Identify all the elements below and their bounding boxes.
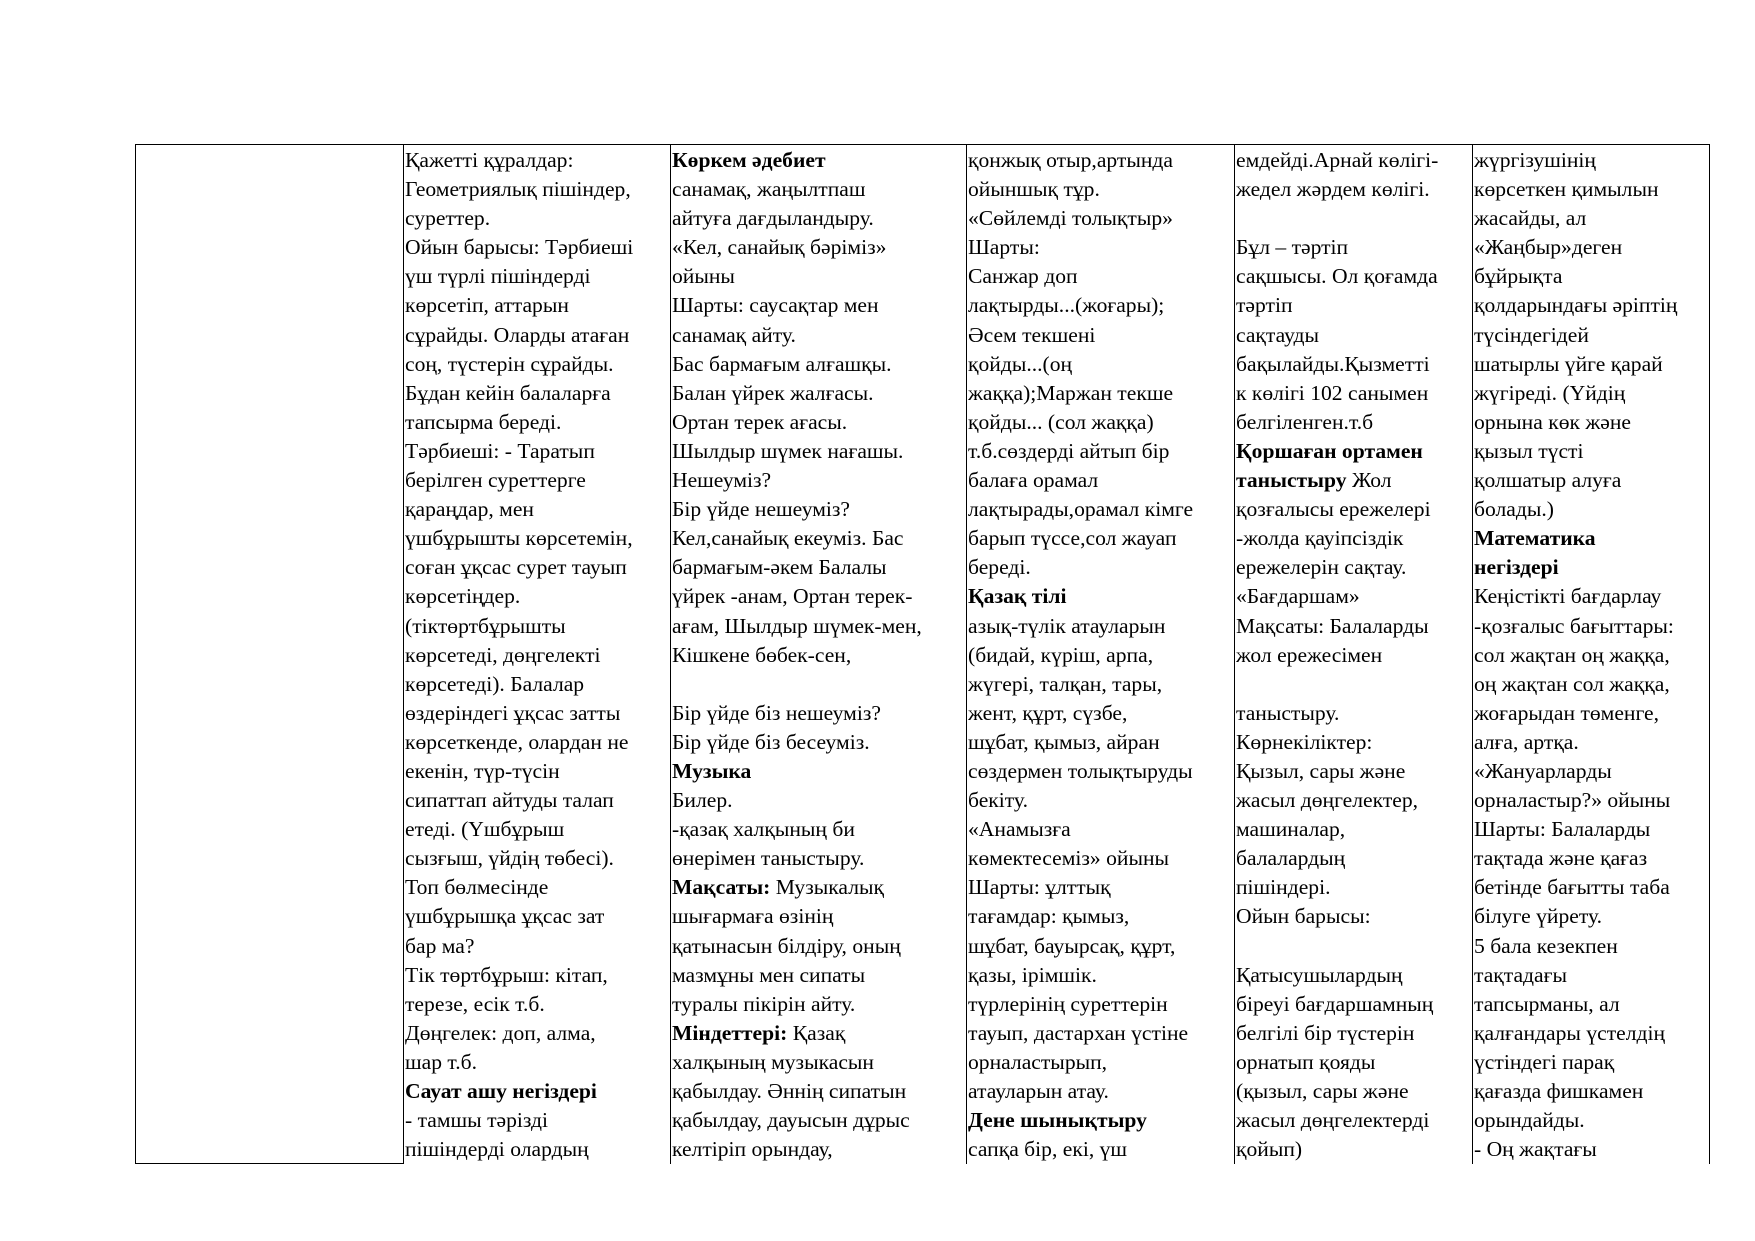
text-line: қонжық отыр,артында bbox=[968, 148, 1173, 172]
column-4-text bbox=[1236, 146, 1473, 1162]
text-line: Ойын барысы: bbox=[1236, 904, 1371, 929]
text-line: қалғандары үстелдің bbox=[1474, 1020, 1666, 1045]
text-line: шұбат, қымыз, айран bbox=[968, 729, 1160, 754]
text-line: бақылайды.Қызметті bbox=[1236, 351, 1430, 376]
text-line: сапқа бір, екі, үш bbox=[968, 1137, 1128, 1162]
text-line: ойыншық тұр. bbox=[968, 177, 1100, 202]
text-line: Билер. bbox=[672, 788, 733, 813]
text-line: Математика bbox=[1474, 526, 1596, 551]
text-line: қызыл түсті bbox=[1474, 438, 1584, 463]
text-line: соған ұқсас сурет тауып bbox=[405, 555, 627, 580]
text-line: Кішкене бөбек-сен, bbox=[672, 642, 852, 667]
text-line: тапсырманы, ал bbox=[1474, 991, 1620, 1016]
text-line: 5 бала кезекпен bbox=[1474, 933, 1618, 958]
text-line: көмектесеміз» ойыны bbox=[968, 846, 1170, 871]
text-line: барып түссе,сол жауап bbox=[968, 526, 1177, 551]
text-line: береді. bbox=[968, 555, 1031, 580]
text-line: екенін, түр-түсін bbox=[405, 758, 560, 783]
text-line: Топ бөлмесінде bbox=[405, 875, 549, 900]
text-line: (қызыл, сары және bbox=[1236, 1079, 1409, 1103]
bold-label: Міндеттері: bbox=[672, 1020, 788, 1045]
text-line: - тамшы тәрізді bbox=[405, 1108, 549, 1133]
text-line: сақтауды bbox=[1236, 322, 1320, 347]
text-line: Бір үйде біз бесеуміз. bbox=[672, 729, 870, 754]
text-line: жедел жәрдем көлігі. bbox=[1236, 177, 1430, 202]
text-line: - Оң жақтағы bbox=[1474, 1137, 1597, 1162]
text-line: ойыны bbox=[672, 264, 735, 289]
text-line: Геометриялық пішіндер, bbox=[405, 177, 631, 202]
text-line: Бұл – тәртіп bbox=[1236, 235, 1349, 260]
text-line: қазы, ірімшік. bbox=[968, 962, 1097, 987]
text-line: көрсетеді, дөңгелекті bbox=[405, 642, 601, 667]
text-line: біреуі бағдаршамның bbox=[1236, 991, 1434, 1016]
text-line: «Жануарларды bbox=[1474, 758, 1612, 783]
line-text: Қазақ bbox=[787, 1020, 846, 1045]
text-line: орнатып қояды bbox=[1236, 1049, 1376, 1074]
text-line: «Бағдаршам» bbox=[1236, 584, 1360, 609]
first-cell-bottom-border bbox=[135, 1163, 404, 1164]
text-line: орындайды. bbox=[1474, 1108, 1585, 1133]
text-line: Қоршаған ортамен bbox=[1236, 438, 1423, 463]
text-line: т.б.сөздерді айтып бір bbox=[968, 438, 1170, 463]
text-line: айтуға дағдыландыру. bbox=[672, 206, 874, 231]
text-line: қозғалысы ережелері bbox=[1236, 497, 1431, 522]
text-line: қағазда фишкамен bbox=[1474, 1079, 1644, 1103]
text-line: «Кел, санайық бәріміз» bbox=[672, 235, 887, 260]
text-line: Көркем әдебиет bbox=[672, 148, 826, 172]
text-line: туралы пікірін айту. bbox=[672, 991, 856, 1016]
text-line: Қатысушылардың bbox=[1236, 962, 1403, 987]
text-line: балалардың bbox=[1236, 846, 1346, 871]
text-line bbox=[1236, 670, 1473, 699]
text-line: көрсетіп, аттарын bbox=[405, 293, 569, 318]
text-line: санамақ айту. bbox=[672, 322, 796, 347]
text-line: -қозғалыс бағыттары: bbox=[1474, 613, 1674, 638]
text-line: Тәрбиеші: - Таратып bbox=[405, 438, 595, 463]
text-line: Әсем текшені bbox=[968, 322, 1096, 347]
text-line: қолдарындағы әріптің bbox=[1474, 293, 1678, 318]
text-line: өнерімен таныстыру. bbox=[672, 846, 865, 871]
text-line: Дене шынықтыру bbox=[968, 1108, 1147, 1133]
text-line: бекіту. bbox=[968, 788, 1028, 813]
text-line: тақтадағы bbox=[1474, 962, 1567, 987]
table-left-border bbox=[135, 144, 136, 1164]
text-line: үйрек -анам, Ортан терек- bbox=[672, 584, 913, 609]
text-line: қойып) bbox=[1236, 1137, 1303, 1162]
text-line: жүгері, талқан, тары, bbox=[968, 671, 1163, 696]
text-line: тапсырма береді. bbox=[405, 409, 562, 434]
text-line: Бір үйде біз нешеуміз? bbox=[672, 700, 881, 725]
text-line: қолшатыр алуға bbox=[1474, 468, 1622, 493]
text-line: Қажетті құралдар: bbox=[405, 148, 574, 172]
text-line: қабылдау. Әннің сипатын bbox=[672, 1079, 907, 1103]
text-line: шұбат, бауырсақ, құрт, bbox=[968, 933, 1176, 958]
text-line: қараңдар, мен bbox=[405, 497, 534, 522]
text-line: Көрнекіліктер: bbox=[1236, 729, 1373, 754]
text-line: Балан үйрек жалғасы. bbox=[672, 380, 874, 405]
text-line: -қазақ халқының би bbox=[672, 817, 855, 842]
text-line: көрсетеді). Балалар bbox=[405, 671, 585, 696]
text-line: үш түрлі пішіндерді bbox=[405, 264, 591, 289]
text-line: Тік төртбұрыш: кітап, bbox=[405, 962, 608, 987]
first-column-cell bbox=[137, 146, 401, 1162]
text-line: болады.) bbox=[1474, 497, 1554, 522]
column-2-text bbox=[672, 146, 967, 1162]
column-1-text bbox=[405, 146, 671, 1162]
text-line bbox=[672, 1019, 967, 1048]
text-line: Санжар доп bbox=[968, 264, 1078, 289]
lesson-plan-table bbox=[135, 144, 1710, 1164]
text-line bbox=[1236, 932, 1473, 961]
text-line: тақтада және қағаз bbox=[1474, 846, 1648, 871]
text-line: мазмұны мен сипаты bbox=[672, 962, 866, 987]
text-line: Кел,санайық екеуміз. Бас bbox=[672, 526, 904, 551]
text-line: үшбұрышты көрсетемін, bbox=[405, 526, 633, 551]
text-line: жоғарыдан төменге, bbox=[1474, 700, 1660, 725]
text-line: оң жақтан сол жаққа, bbox=[1474, 671, 1670, 696]
text-line: бетінде бағытты таба bbox=[1474, 875, 1670, 900]
text-line bbox=[672, 670, 967, 699]
text-line: жент, құрт, сүзбе, bbox=[968, 700, 1128, 725]
text-line: жасыл дөңгелектерді bbox=[1236, 1108, 1430, 1133]
text-line bbox=[1236, 204, 1473, 233]
text-line: Ойын барысы: Тәрбиеші bbox=[405, 235, 634, 260]
text-line: жасайды, ал bbox=[1474, 206, 1587, 231]
text-line: үшбұрышқа ұқсас зат bbox=[405, 904, 605, 929]
text-line: орналастырып, bbox=[968, 1049, 1108, 1074]
text-line: азық-түлік атауларын bbox=[968, 613, 1166, 638]
text-line: лақтырады,орамал кімге bbox=[968, 497, 1194, 522]
text-line: -жолда қауіпсіздік bbox=[1236, 526, 1404, 551]
text-line: атауларын атау. bbox=[968, 1079, 1109, 1103]
text-line: Кеңістікті бағдарлау bbox=[1474, 584, 1662, 609]
text-line: машиналар, bbox=[1236, 817, 1346, 842]
text-line: Ортан терек ағасы. bbox=[672, 409, 848, 434]
text-line: бар ма? bbox=[405, 933, 475, 958]
text-line: жол ережесімен bbox=[1236, 642, 1383, 667]
text-line: соң, түстерін сұрайды. bbox=[405, 351, 614, 376]
text-line: жүгіреді. (Үйдің bbox=[1474, 380, 1626, 405]
text-line: орналастыр?» ойыны bbox=[1474, 788, 1671, 813]
text-line: қойды... (сол жаққа) bbox=[968, 409, 1154, 434]
text-line: сол жақтан оң жаққа, bbox=[1474, 642, 1670, 667]
text-line: қойды...(оң bbox=[968, 351, 1073, 376]
bold-label: таныстыру bbox=[1236, 468, 1347, 493]
line-text: Музыкалық bbox=[770, 875, 884, 900]
text-line: көрсетіңдер. bbox=[405, 584, 521, 609]
column-5-text bbox=[1474, 146, 1709, 1162]
text-line: Бір үйде нешеуміз? bbox=[672, 497, 851, 522]
text-line: қатынасын білдіру, оның bbox=[672, 933, 901, 958]
text-line: қабылдау, дауысын дұрыс bbox=[672, 1108, 910, 1133]
text-line: ережелерін сақтау. bbox=[1236, 555, 1407, 580]
text-line: түрлерінің суреттерін bbox=[968, 991, 1168, 1016]
text-line: Шарты: саусақтар мен bbox=[672, 293, 879, 318]
text-line: көрсеткен қимылын bbox=[1474, 177, 1659, 202]
text-line: Сауат ашу негіздері bbox=[405, 1079, 597, 1103]
text-line: өздеріндегі ұқсас затты bbox=[405, 700, 621, 725]
text-line: (бидай, күріш, арпа, bbox=[968, 642, 1154, 667]
text-line: терезе, есік т.б. bbox=[405, 991, 545, 1016]
text-line: сөздермен толықтыруды bbox=[968, 758, 1193, 783]
text-line: үстіндегі парақ bbox=[1474, 1049, 1615, 1074]
text-line: негіздері bbox=[1474, 555, 1559, 580]
text-line: сызғыш, үйдің төбесі). bbox=[405, 846, 614, 871]
text-line: Бұдан кейін балаларға bbox=[405, 380, 611, 405]
text-line: тәртіп bbox=[1236, 293, 1293, 318]
text-line: белгілі бір түстерін bbox=[1236, 1020, 1415, 1045]
text-line: балаға орамал bbox=[968, 468, 1099, 493]
text-line: сипаттап айтуды талап bbox=[405, 788, 614, 813]
text-line: сақшысы. Ол қоғамда bbox=[1236, 264, 1438, 289]
text-line: түсіндегідей bbox=[1474, 322, 1589, 347]
text-line: белгіленген.т.б bbox=[1236, 409, 1374, 434]
text-line: санамақ, жаңылтпаш bbox=[672, 177, 866, 202]
text-line: Шарты: bbox=[968, 235, 1040, 260]
text-line: пішіндерді олардың bbox=[405, 1137, 589, 1162]
text-line: Шарты: Балаларды bbox=[1474, 817, 1651, 842]
text-line: шатырлы үйге қарай bbox=[1474, 351, 1663, 376]
text-line: келтіріп орындау, bbox=[672, 1137, 833, 1162]
bold-label: Мақсаты: bbox=[672, 875, 771, 900]
text-line: етеді. (Үшбұрыш bbox=[405, 817, 565, 842]
text-line: шығармаға өзінің bbox=[672, 904, 834, 929]
table-right-border bbox=[1709, 144, 1710, 1164]
text-line: пішіндері. bbox=[1236, 875, 1331, 900]
text-line: суреттер. bbox=[405, 206, 491, 231]
text-line: ағам, Шылдыр шүмек-мен, bbox=[672, 613, 922, 638]
column-3-text bbox=[968, 146, 1235, 1162]
text-line: Шарты: ұлттық bbox=[968, 875, 1111, 900]
column-divider-1 bbox=[403, 144, 404, 1164]
text-line: «Жаңбыр»деген bbox=[1474, 235, 1623, 260]
text-line: Шылдыр шүмек нағашы. bbox=[672, 438, 904, 463]
text-line bbox=[672, 873, 967, 902]
table-top-border bbox=[135, 144, 1710, 145]
text-line: орнына көк және bbox=[1474, 409, 1632, 434]
text-line: Дөңгелек: доп, алма, bbox=[405, 1020, 596, 1045]
text-line: халқының музыкасын bbox=[672, 1049, 874, 1074]
text-line: емдейді.Арнай көлігі- bbox=[1236, 148, 1439, 172]
text-line: шар т.б. bbox=[405, 1049, 478, 1074]
text-line: «Анамызға bbox=[968, 817, 1071, 842]
text-line: Қызыл, сары және bbox=[1236, 758, 1406, 783]
line-text: Жол bbox=[1346, 468, 1392, 493]
text-line: сұрайды. Оларды атаған bbox=[405, 322, 630, 347]
text-line: Мақсаты: Балаларды bbox=[1236, 613, 1429, 638]
text-line bbox=[1236, 466, 1473, 495]
text-line: алға, артқа. bbox=[1474, 729, 1579, 754]
text-line: Бас бармағым алғашқы. bbox=[672, 351, 892, 376]
text-line: Қазақ тілі bbox=[968, 584, 1067, 609]
text-line: жаққа);Маржан текше bbox=[968, 380, 1174, 405]
text-line: Музыка bbox=[672, 758, 752, 783]
text-line: білуге үйрету. bbox=[1474, 904, 1603, 929]
text-line: жасыл дөңгелектер, bbox=[1236, 788, 1419, 813]
text-line: бұйрықта bbox=[1474, 264, 1563, 289]
text-line: таныстыру. bbox=[1236, 700, 1340, 725]
text-line: берілген суреттерге bbox=[405, 468, 586, 493]
text-line: тағамдар: қымыз, bbox=[968, 904, 1130, 929]
text-line: к көлігі 102 санымен bbox=[1236, 380, 1429, 405]
text-line: Нешеуміз? bbox=[672, 468, 772, 493]
text-line: тауып, дастархан үстіне bbox=[968, 1020, 1189, 1045]
text-line: жүргізушінің bbox=[1474, 148, 1596, 172]
text-line: бармағым-әкем Балалы bbox=[672, 555, 887, 580]
text-line: лақтырды...(жоғары); bbox=[968, 293, 1165, 318]
text-line: көрсеткенде, олардан не bbox=[405, 729, 629, 754]
text-line: «Сөйлемді толықтыр» bbox=[968, 206, 1173, 231]
text-line: (тіктөртбұрышты bbox=[405, 613, 566, 638]
